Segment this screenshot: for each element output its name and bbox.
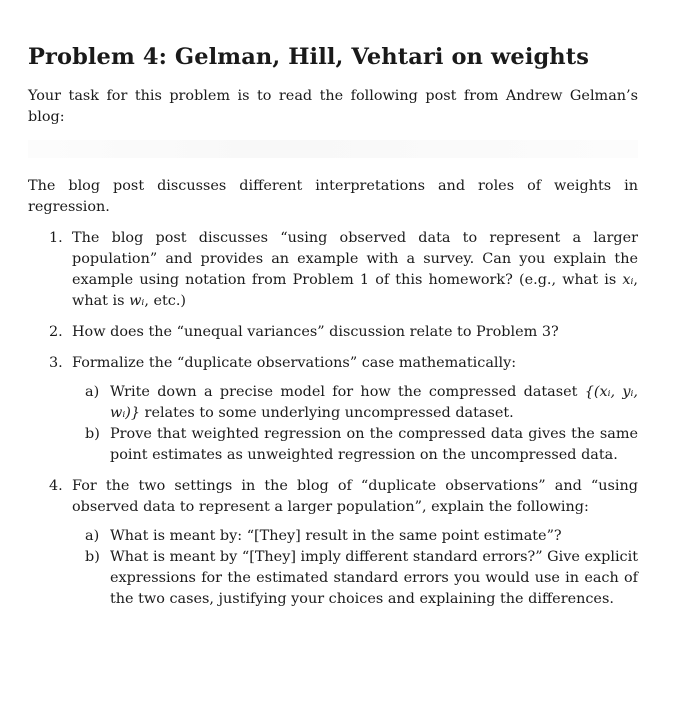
question-1 (49, 228, 638, 312)
sub-question-text: What is meant by “[They] imply different standard errors?” Give explicit expressions for the estimated standard errors you would use in each of the two cases, justifying your choices and explaining the differences. (110, 549, 638, 607)
sub-question-3b (85, 424, 638, 466)
question-text: Formalize the “duplicate observations” case mathematically: (72, 355, 517, 371)
question-list (28, 228, 638, 610)
sub-question-list (72, 382, 638, 466)
blog-link-placeholder (28, 140, 638, 158)
question-text: , what is (72, 272, 638, 309)
question-4 (49, 476, 638, 610)
sub-question-4a (85, 526, 638, 547)
question-text: The blog post discusses “using observed data to represent a larger population” and provides an example with a survey. Can you explain the example using notation from Problem 1 of this homework? (e.g., what is (72, 230, 638, 288)
math-compressed-dataset: {(xᵢ, yᵢ, wᵢ)} (110, 384, 639, 421)
question-text: How does the “unequal variances” discussion relate to Problem 3? (72, 324, 559, 340)
question-3 (49, 353, 639, 466)
sub-question-text: relates to some underlying uncompressed dataset. (139, 405, 514, 421)
math-w-i: wᵢ (129, 293, 145, 309)
question-text: For the two settings in the blog of “duplicate observations” and “using observed data to represent a larger population”, explain the following: (72, 478, 638, 515)
sub-question-label: a) (85, 528, 100, 544)
sub-question-list (72, 526, 638, 610)
question-number: 2. (49, 324, 63, 340)
sub-question-label: b) (85, 426, 100, 442)
problem-title: Problem 4: Gelman, Hill, Vehtari on weights (28, 44, 590, 70)
question-2 (49, 322, 638, 343)
question-number: 1. (49, 230, 63, 246)
description-paragraph: The blog post discusses different interpretations and roles of weights in regression. (28, 178, 638, 215)
document-page (28, 44, 638, 620)
sub-question-3a (85, 382, 639, 424)
sub-question-text: What is meant by: “[They] result in the same point estimate”? (110, 528, 562, 544)
question-number: 4. (49, 478, 63, 494)
question-text: , etc.) (144, 293, 187, 309)
intro-paragraph: Your task for this problem is to read the following post from Andrew Gelman’s blog: (28, 88, 638, 125)
question-number: 3. (49, 355, 63, 371)
sub-question-4b (85, 547, 638, 610)
sub-question-text: Prove that weighted regression on the compressed data gives the same point estimates as unweighted regression on the uncompressed data. (110, 426, 638, 463)
sub-question-label: a) (85, 384, 100, 400)
math-x-i: xᵢ (622, 272, 634, 288)
sub-question-text: Write down a precise model for how the compressed dataset (110, 384, 585, 400)
sub-question-label: b) (85, 549, 100, 565)
